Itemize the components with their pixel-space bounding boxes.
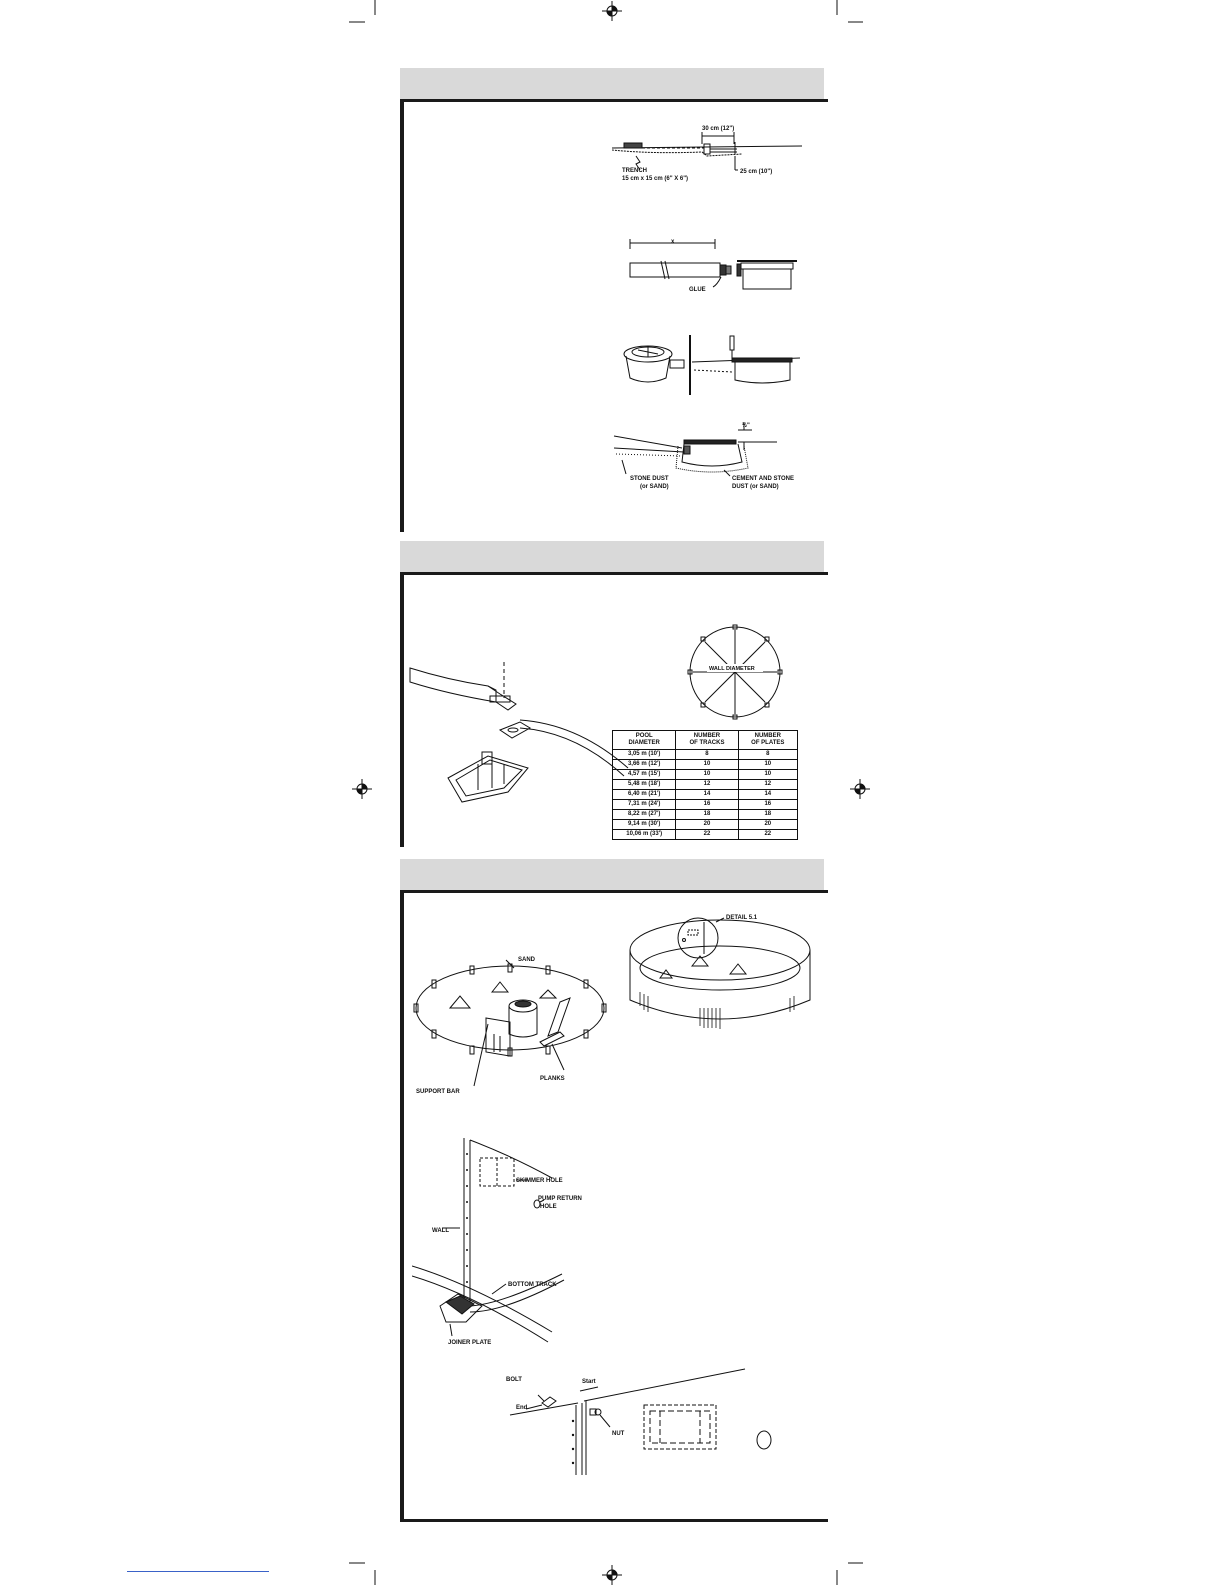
cement-label: CEMENT AND STONE [732, 476, 795, 482]
detail-label: DETAIL 5.1 [726, 915, 758, 921]
sand-label: SAND [518, 957, 536, 963]
col-number-plates: NUMBER OF PLATES [738, 731, 797, 750]
end-label: End [516, 1405, 528, 1411]
skimmer-hole-label: SKIMMER HOLE [516, 1178, 563, 1184]
bottom-link-underline [127, 1571, 269, 1572]
support-bar-label: SUPPORT BAR [416, 1089, 460, 1095]
nut-label: NUT [612, 1431, 625, 1437]
wall-label: WALL [432, 1228, 449, 1234]
table-row: 6,40 m (21') 14 14 [613, 790, 798, 800]
cement-sub-label: DUST (or SAND) [732, 484, 779, 490]
table-row: 5,48 m (18') 12 12 [613, 780, 798, 790]
bolt-label: BOLT [506, 1377, 522, 1383]
col-pool-diameter: POOL DIAMETER [613, 731, 676, 750]
registration-mark-bottom [602, 1565, 622, 1585]
trench-size-label: 15 cm x 15 cm (6" X 6") [622, 176, 689, 182]
trench-label: TRENCH [622, 168, 647, 174]
section-header-bottom-track [400, 541, 824, 573]
track-joiner-figure [408, 660, 638, 810]
return-hole-circle [754, 1428, 774, 1452]
bottom-track-label: BOTTOM TRACK [508, 1282, 557, 1288]
stone-dust-sub-label: (or SAND) [640, 484, 669, 490]
section-header-trench [400, 68, 824, 100]
skimmer-hole-figure [620, 330, 800, 400]
skimmer-height-label: ½" [742, 423, 750, 429]
registration-mark-right [850, 779, 870, 799]
table-row: 9,14 m (30') 20 20 [613, 820, 798, 830]
joiner-plate-label: JOINER PLATE [448, 1340, 492, 1346]
table-row: 4,57 m (15') 10 10 [613, 770, 798, 780]
start-label: Start [582, 1379, 596, 1385]
trench-distance-label: 30 cm (12") [702, 126, 735, 132]
track-plate-table [612, 730, 798, 840]
pipe-length-label: x [671, 239, 675, 245]
planks-label: PLANKS [540, 1076, 565, 1082]
table-row: 8,22 m (27') 18 18 [613, 810, 798, 820]
section-header-wall [400, 859, 824, 891]
bolt-nut-figure [500, 1365, 750, 1475]
wall-diameter-label: WALL DIAMETER [709, 666, 755, 672]
wall-diameter-figure [685, 622, 785, 722]
table-row: 7,31 m (24') 16 16 [613, 800, 798, 810]
table-row: 3,05 m (10') 8 8 [613, 750, 798, 760]
trench-depth-label: 25 cm (10") [740, 169, 773, 175]
pipe-glue-figure [625, 235, 815, 300]
registration-mark-top [602, 1, 622, 21]
skimmer-base-figure [612, 418, 812, 498]
col-number-tracks: NUMBER OF TRACKS [676, 731, 738, 750]
pool-wall-detail-figure [620, 908, 815, 1036]
glue-label: GLUE [689, 287, 706, 293]
pump-return-sub-label: HOLE [540, 1204, 557, 1210]
sand-layout-figure [410, 952, 610, 1102]
table-row: 10,06 m (33') 22 22 [613, 830, 798, 840]
trench-figure [612, 118, 812, 198]
registration-mark-left [352, 779, 372, 799]
stone-dust-label: STONE DUST [630, 476, 669, 482]
pump-return-label: PUMP RETURN [538, 1196, 582, 1202]
wall-parts-figure [412, 1134, 612, 1354]
table-row: 3,66 m (12') 10 10 [613, 760, 798, 770]
